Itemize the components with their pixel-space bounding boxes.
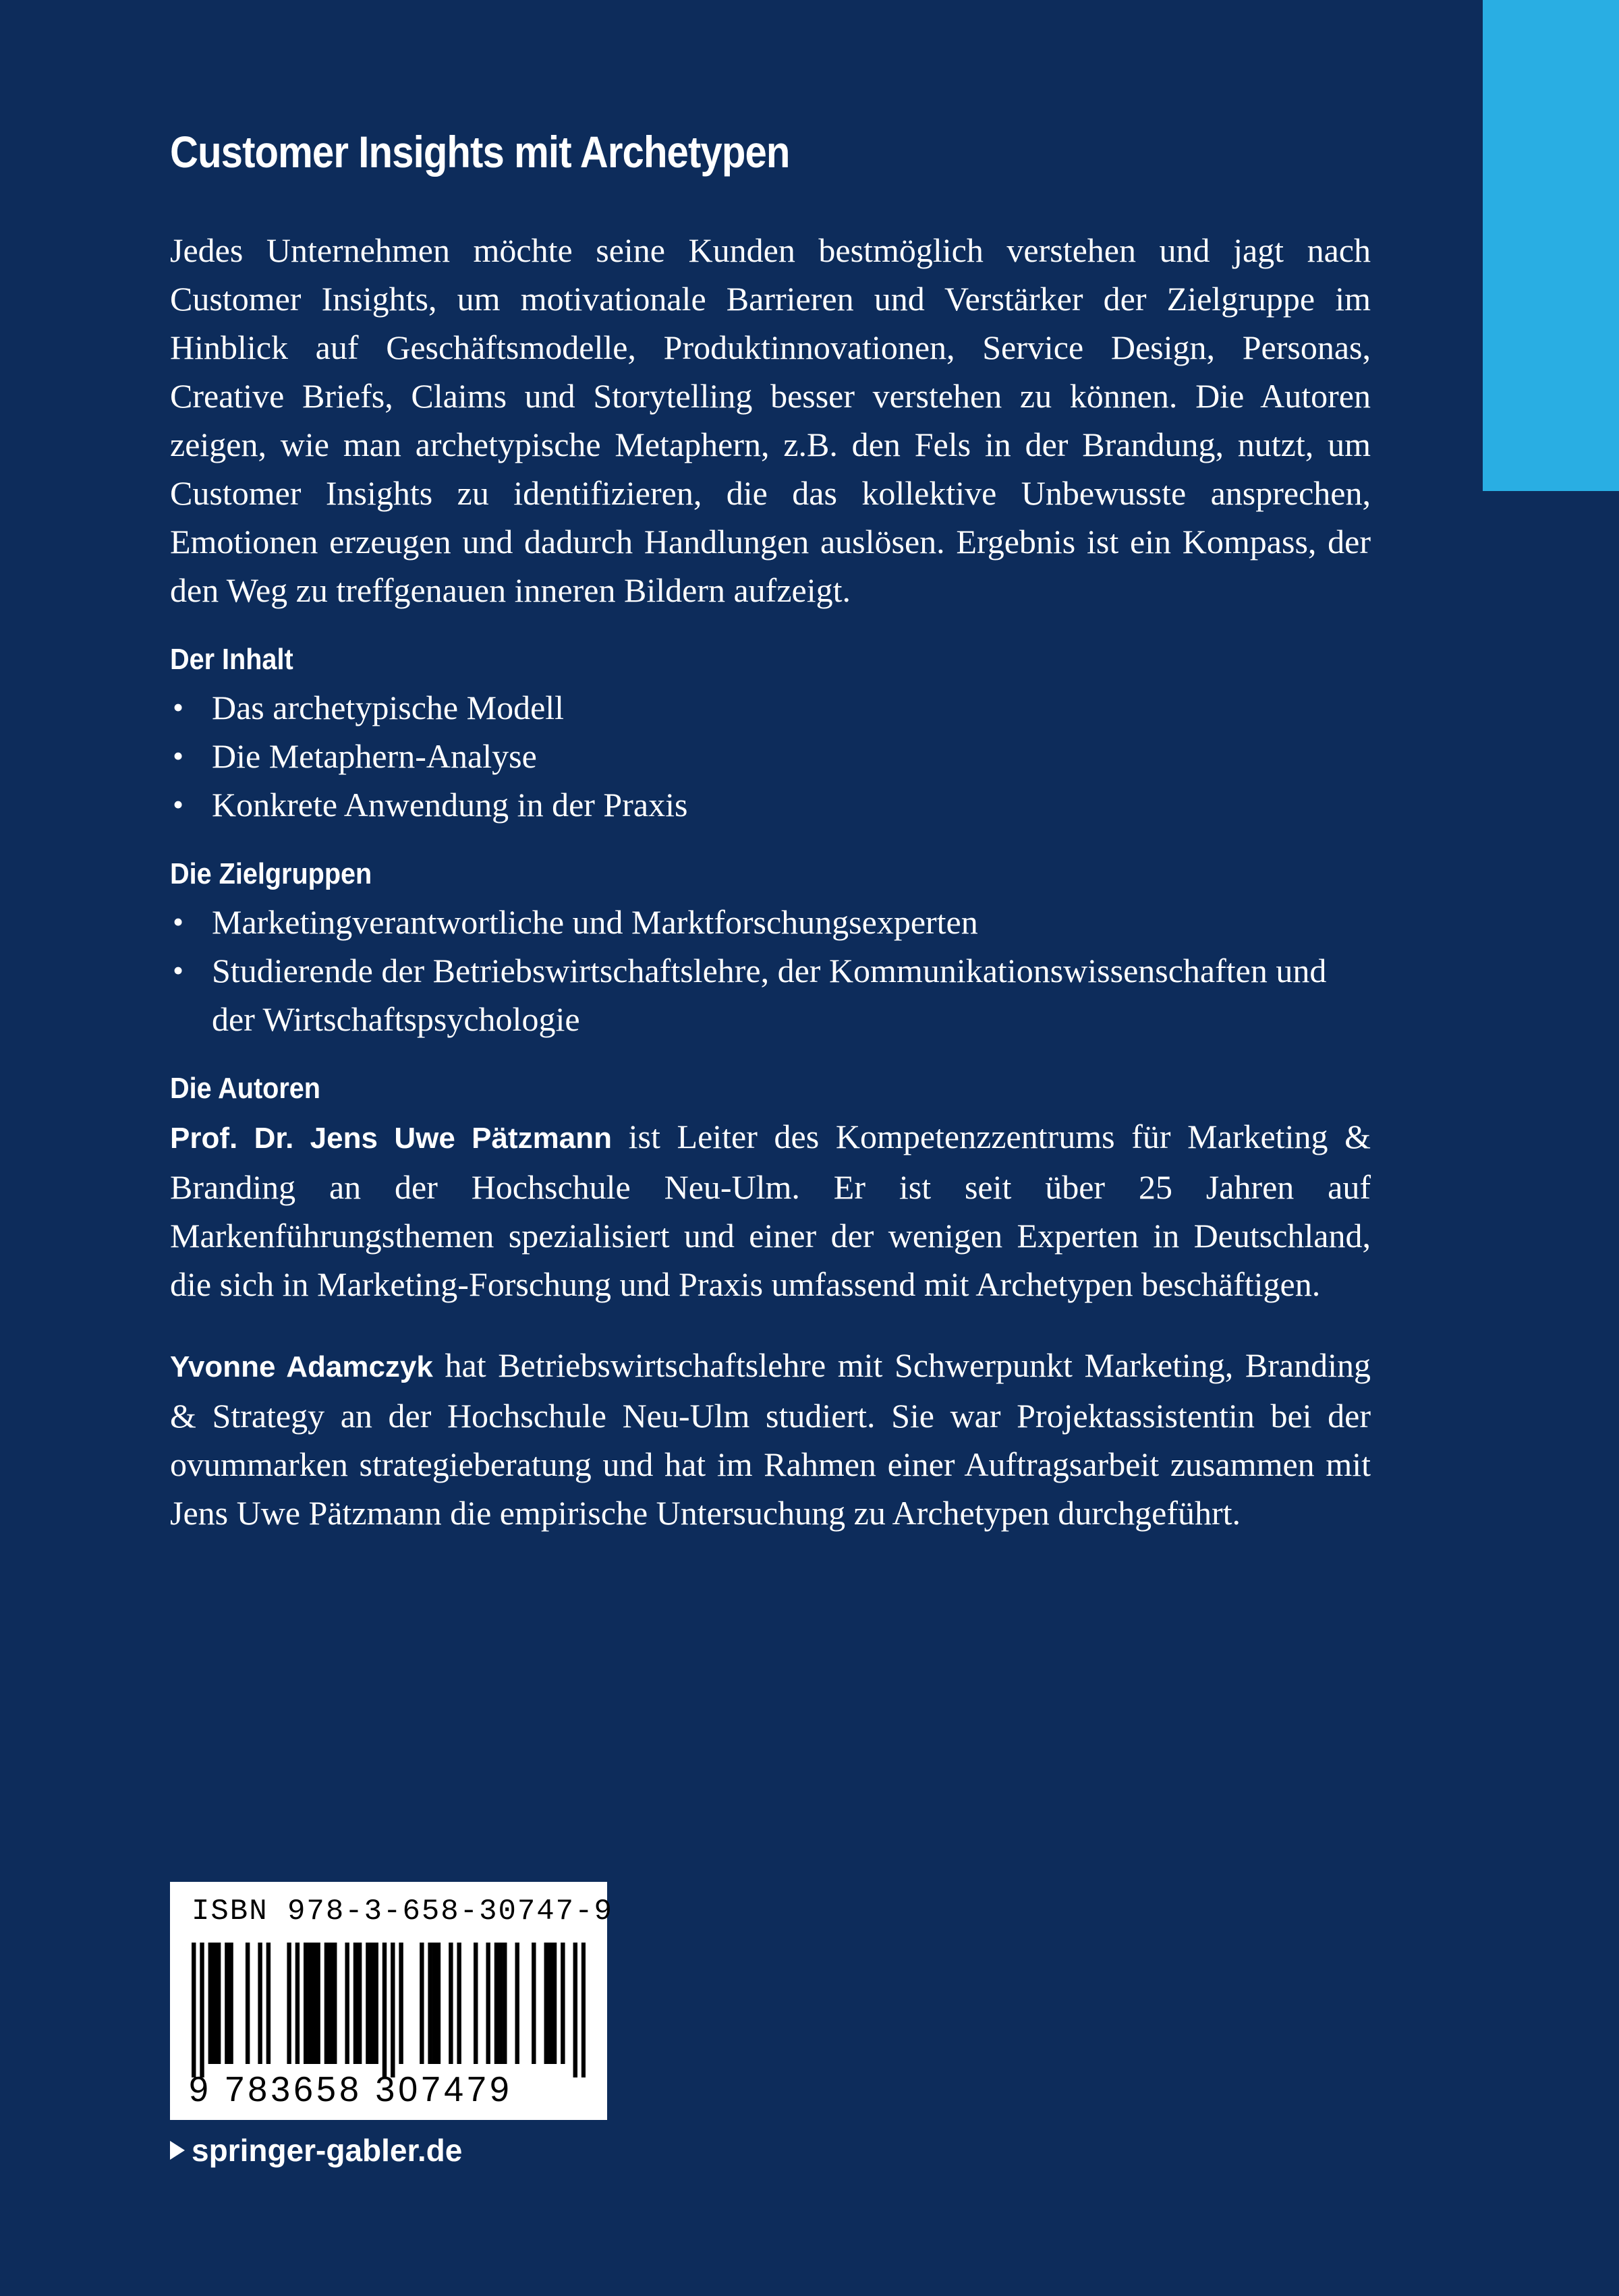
list-item: • Die Metaphern-Analyse bbox=[170, 732, 1371, 780]
barcode-bar bbox=[366, 1943, 370, 2064]
barcode-bar bbox=[548, 1943, 552, 2064]
author-bio-1 bbox=[170, 1112, 1371, 1309]
book-title: Customer Insights mit Archetypen bbox=[170, 127, 790, 177]
barcode-bar bbox=[225, 1943, 229, 2064]
barcode-digits: 9 783658 307479 bbox=[189, 2070, 513, 2109]
list-item: • Studierende der Betriebswirtschaftslehre, der Kommunikationswissenschaften und der Wirtschaftspsychologie bbox=[170, 946, 1371, 1043]
barcode-bar bbox=[258, 1943, 262, 2064]
author-bio-2 bbox=[170, 1341, 1371, 1537]
barcode-bar bbox=[499, 1943, 503, 2064]
barcode-bar bbox=[212, 1943, 217, 2064]
inhalt-list bbox=[170, 683, 1371, 829]
barcode-bar bbox=[382, 1943, 387, 2077]
barcode-bar bbox=[552, 1943, 557, 2064]
isbn-label: ISBN 978-3-658-30747-9 bbox=[192, 1895, 613, 1928]
barcode-bar bbox=[324, 1943, 329, 2064]
barcode-bar bbox=[208, 1943, 212, 2064]
bullet-icon: • bbox=[173, 905, 184, 939]
barcode-bar bbox=[420, 1943, 424, 2064]
author-name: Yvonne Adamczyk bbox=[170, 1350, 433, 1383]
barcode-bar bbox=[494, 1943, 499, 2064]
barcode-bar bbox=[295, 1943, 300, 2064]
barcode-bar bbox=[486, 1943, 490, 2064]
barcode-bar bbox=[329, 1943, 333, 2064]
barcode-bar bbox=[399, 1943, 403, 2064]
list-item: • Konkrete Anwendung in der Praxis bbox=[170, 780, 1371, 829]
barcode-bar bbox=[316, 1943, 320, 2064]
barcode-bar bbox=[308, 1943, 312, 2064]
author-bio-text: ist Leiter des Kompetenzzentrums für Marketing & Branding an der Hochschule Neu-Ulm. Er ist seit über 25 Jahren auf Markenführungsthemen spezialisiert und einer der wenigen Experten in Deutschland, die sich in Marketing-Forschung und Praxis umfassend mit Archetypen beschäftigen. bbox=[170, 1118, 1371, 1303]
autoren-heading: Die Autoren bbox=[170, 1072, 320, 1105]
barcode-bar bbox=[287, 1943, 291, 2064]
inhalt-heading: Der Inhalt bbox=[170, 643, 293, 676]
bullet-icon: • bbox=[173, 739, 184, 773]
barcode-bar bbox=[229, 1943, 233, 2064]
barcode-bar bbox=[391, 1943, 395, 2077]
barcode-bar bbox=[428, 1943, 432, 2064]
author-name: Prof. Dr. Jens Uwe Pätzmann bbox=[170, 1122, 612, 1155]
intro-paragraph: Jedes Unternehmen möchte seine Kunden bestmöglich verstehen und jagt nach Customer Insights, um motivationale Barrieren und Verstärker der Zielgruppe im Hinblick auf Geschäftsmodelle, Produktinnovationen, Service Design, Personas, Creative Briefs, Claims und Storytelling besser verstehen zu können. Die Autoren zeigen, wie man archetypische Metaphern, z.B. den Fels in der Brandung, nutzt, um Customer Insights zu identifizieren, die das kollektive Unbewusste ansprechen, Emotionen erzeugen und dadurch Handlungen auslösen. Ergebnis ist ein Kompass, der den Weg zu treffgenauen inneren Bildern aufzeigt. bbox=[170, 231, 1371, 609]
barcode-bar bbox=[192, 1943, 196, 2077]
publisher-link[interactable] bbox=[170, 2130, 462, 2171]
bullet-icon: • bbox=[173, 690, 184, 724]
barcode-bar bbox=[374, 1943, 378, 2064]
barcode-bar bbox=[333, 1943, 337, 2064]
barcode-bar bbox=[474, 1943, 478, 2064]
barcode-bar bbox=[246, 1943, 250, 2064]
accent-bar bbox=[1483, 0, 1619, 491]
zielgruppen-list bbox=[170, 898, 1371, 1043]
zielgruppen-heading: Die Zielgruppen bbox=[170, 857, 372, 890]
barcode-bar bbox=[358, 1943, 362, 2064]
barcode-bar bbox=[532, 1943, 536, 2064]
barcode-bar bbox=[436, 1943, 441, 2064]
barcode-bar bbox=[353, 1943, 358, 2064]
barcode-bar bbox=[544, 1943, 548, 2064]
barcode-bar bbox=[573, 1943, 577, 2077]
barcode-bar bbox=[432, 1943, 436, 2064]
list-item: • Das archetypische Modell bbox=[170, 683, 1371, 732]
barcode-bar bbox=[370, 1943, 374, 2064]
publisher-url: springer-gabler.de bbox=[192, 2133, 463, 2168]
isbn-barcode bbox=[170, 1882, 613, 2120]
barcode-bar bbox=[200, 1943, 204, 2077]
barcode-bars bbox=[192, 1943, 586, 2077]
list-item: • Marketingverantwortliche und Marktforschungsexperten bbox=[170, 898, 1371, 946]
barcode-bar bbox=[561, 1943, 565, 2064]
barcode-bar bbox=[345, 1943, 349, 2064]
author-bio-text: hat Betriebswirtschaftslehre mit Schwerpunkt Marketing, Branding & Strategy an der Hochschule Neu-Ulm studiert. Sie war Projektassistentin bei der ovummarken strategieberatung und hat im Rahmen einer Auftragsarbeit zusammen mit Jens Uwe Pätzmann die empirische Untersuchung zu Archetypen durchgeführt. bbox=[170, 1346, 1371, 1532]
barcode-bar bbox=[312, 1943, 316, 2064]
barcode-bar bbox=[449, 1943, 453, 2064]
cover-text bbox=[170, 125, 1371, 1537]
barcode-bar bbox=[217, 1943, 221, 2064]
barcode-bar bbox=[304, 1943, 308, 2064]
barcode-bar bbox=[581, 1943, 586, 2077]
barcode-bar bbox=[266, 1943, 271, 2064]
bullet-icon: • bbox=[173, 953, 184, 987]
barcode-bar bbox=[515, 1943, 519, 2064]
arrow-right-icon bbox=[170, 2141, 185, 2160]
bullet-icon: • bbox=[173, 787, 184, 822]
barcode-bar bbox=[457, 1943, 461, 2064]
barcode-bar bbox=[503, 1943, 507, 2064]
